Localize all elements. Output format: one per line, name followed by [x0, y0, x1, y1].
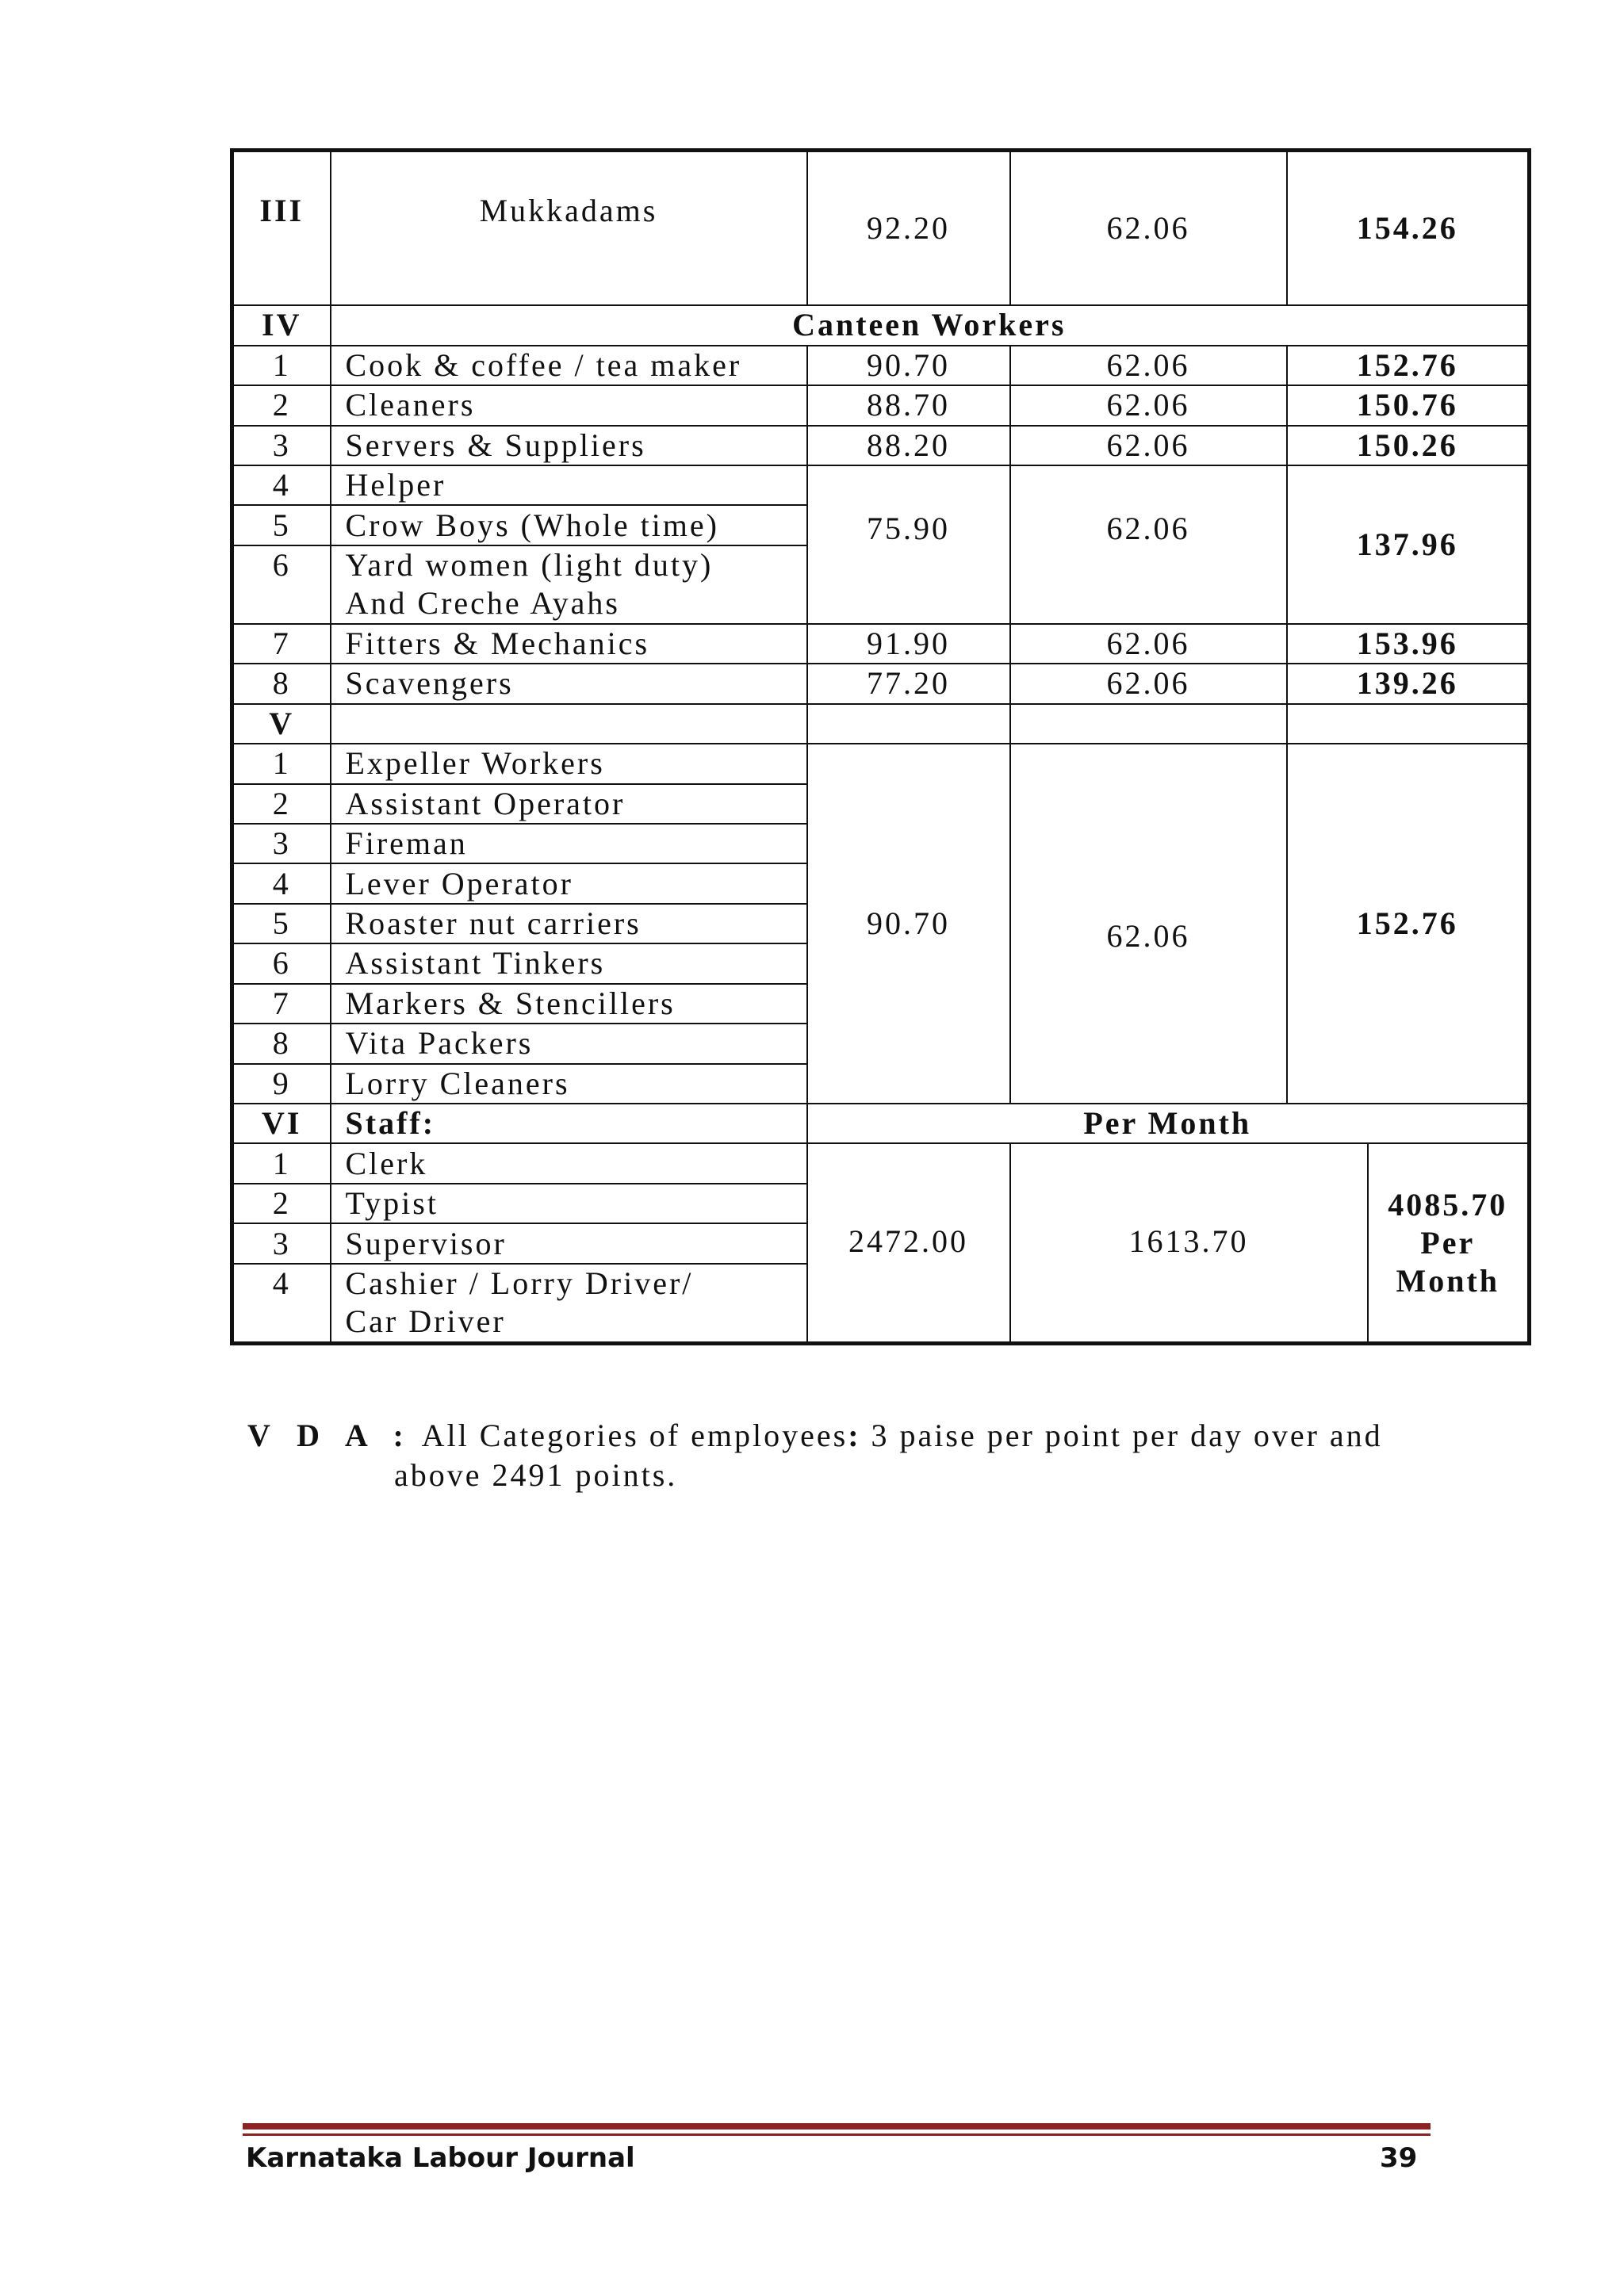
table-row: [232, 465, 1530, 505]
basic-value: 88.70: [807, 385, 1010, 425]
total-value-unit: Month: [1396, 1262, 1500, 1299]
da-value: 62.06: [1010, 624, 1287, 664]
category-name: [331, 545, 807, 624]
total-value: [1368, 1143, 1530, 1343]
table-row: [232, 1104, 1530, 1143]
da-value: [1010, 465, 1287, 624]
total-value-amount: 4085.70: [1388, 1186, 1508, 1223]
row-number: 9: [232, 1064, 331, 1104]
empty-cell: [331, 704, 807, 744]
category-name: Markers & Stencillers: [331, 984, 807, 1024]
category-name: Assistant Tinkers: [331, 943, 807, 983]
table-row: [232, 151, 1530, 306]
category-name: Crow Boys (Whole time): [331, 505, 807, 545]
table-row: [232, 624, 1530, 664]
da-value: [1010, 1143, 1368, 1343]
section-code: V: [232, 704, 331, 744]
section-code: IV: [232, 305, 331, 345]
row-number: 8: [232, 1024, 331, 1063]
category-name: Scavengers: [331, 664, 807, 703]
category-name: Lever Operator: [331, 863, 807, 903]
total-value: 150.76: [1287, 385, 1530, 425]
empty-cell: [1010, 704, 1287, 744]
category-name: Cleaners: [331, 385, 807, 425]
category-name: Helper: [331, 465, 807, 505]
category-name-line: Car Driver: [345, 1303, 506, 1340]
da-value: 62.06: [1010, 151, 1287, 306]
da-value-text: 62.06: [1106, 510, 1190, 546]
table-row: [232, 664, 1530, 703]
basic-value: [807, 465, 1010, 624]
basic-value: 90.70: [807, 346, 1010, 385]
empty-cell: [1287, 704, 1530, 744]
wage-rates-table: [230, 148, 1531, 1345]
total-value: 152.76: [1287, 744, 1530, 1104]
basic-value: 77.20: [807, 664, 1010, 703]
da-value: 62.06: [1010, 426, 1287, 465]
category-name: Vita Packers: [331, 1024, 807, 1063]
footer-journal-title: Karnataka Labour Journal: [246, 2142, 635, 2174]
da-value: [1010, 744, 1287, 1104]
section-code: III: [232, 151, 331, 306]
total-value: 139.26: [1287, 664, 1530, 703]
row-number: 8: [232, 664, 331, 703]
table-row: [232, 346, 1530, 385]
row-number: 7: [232, 624, 331, 664]
category-name-line: Cashier / Lorry Driver/: [345, 1265, 694, 1302]
row-number: 2: [232, 1184, 331, 1223]
category-name: Fitters & Mechanics: [331, 624, 807, 664]
category-name: Roaster nut carriers: [331, 904, 807, 943]
basic-value: 88.20: [807, 426, 1010, 465]
footer-rule: [243, 2133, 1431, 2136]
da-value: 62.06: [1010, 346, 1287, 385]
basic-value-text: 75.90: [867, 510, 950, 546]
row-number: 1: [232, 346, 331, 385]
total-value: 150.26: [1287, 426, 1530, 465]
category-name: [331, 1264, 807, 1344]
section-heading: Staff:: [331, 1104, 807, 1143]
row-number: 3: [232, 426, 331, 465]
category-name: Clerk: [331, 1143, 807, 1183]
total-value: 152.76: [1287, 346, 1530, 385]
row-number: 4: [232, 465, 331, 505]
row-number: 6: [232, 943, 331, 983]
row-number: 3: [232, 824, 331, 863]
empty-cell: [807, 704, 1010, 744]
section-heading: Canteen Workers: [331, 305, 1530, 345]
category-name: Cook & coffee / tea maker: [331, 346, 807, 385]
basic-value-text: 2472.00: [848, 1223, 968, 1259]
footer-rule: [243, 2123, 1431, 2130]
category-name: Servers & Suppliers: [331, 426, 807, 465]
table-row: [232, 426, 1530, 465]
da-value: 62.06: [1010, 385, 1287, 425]
da-value: 62.06: [1010, 664, 1287, 703]
vda-text: 3 paise per point per day over and: [871, 1418, 1383, 1453]
row-number: 2: [232, 784, 331, 824]
table-row: [232, 704, 1530, 744]
row-number: 3: [232, 1223, 331, 1263]
category-name-line: Yard women (light duty): [345, 547, 714, 584]
table-row: [232, 744, 1530, 783]
basic-value: 90.70: [807, 744, 1010, 1104]
total-value-unit: Per: [1420, 1224, 1476, 1261]
row-number: 7: [232, 984, 331, 1024]
vda-line: [247, 1416, 1484, 1456]
vda-label: V D A :: [247, 1418, 413, 1453]
category-name: Supervisor: [331, 1223, 807, 1263]
category-name: Lorry Cleaners: [331, 1064, 807, 1104]
total-value: 137.96: [1287, 465, 1530, 624]
total-value: 154.26: [1287, 151, 1530, 306]
table-row: [232, 1143, 1530, 1183]
vda-line: [247, 1456, 1484, 1495]
row-number: 4: [232, 863, 331, 903]
table-row: [232, 385, 1530, 425]
da-value-text: 62.06: [1106, 918, 1190, 955]
basic-value: [807, 1143, 1010, 1343]
vda-colon: :: [848, 1418, 861, 1453]
vda-text: above 2491 points.: [394, 1457, 678, 1493]
da-value-text: 1613.70: [1128, 1223, 1249, 1259]
vda-text: All Categories of employees: [421, 1418, 848, 1453]
basic-value: 91.90: [807, 624, 1010, 664]
basic-value: 92.20: [807, 151, 1010, 306]
row-number: 5: [232, 505, 331, 545]
row-number: 4: [232, 1264, 331, 1344]
category-name: Fireman: [331, 824, 807, 863]
row-number: 6: [232, 545, 331, 624]
row-number: 1: [232, 1143, 331, 1183]
total-value: 153.96: [1287, 624, 1530, 664]
category-name: Assistant Operator: [331, 784, 807, 824]
category-name: Typist: [331, 1184, 807, 1223]
category-name-line: And Creche Ayahs: [345, 585, 620, 622]
row-number: 1: [232, 744, 331, 783]
period-label: Per Month: [807, 1104, 1530, 1143]
section-code: VI: [232, 1104, 331, 1143]
category-name: Expeller Workers: [331, 744, 807, 783]
category-name: Mukkadams: [331, 151, 807, 306]
vda-note: [247, 1416, 1484, 1495]
row-number: 2: [232, 385, 331, 425]
footer-page-number: 39: [1380, 2142, 1418, 2174]
table-row: [232, 305, 1530, 345]
row-number: 5: [232, 904, 331, 943]
